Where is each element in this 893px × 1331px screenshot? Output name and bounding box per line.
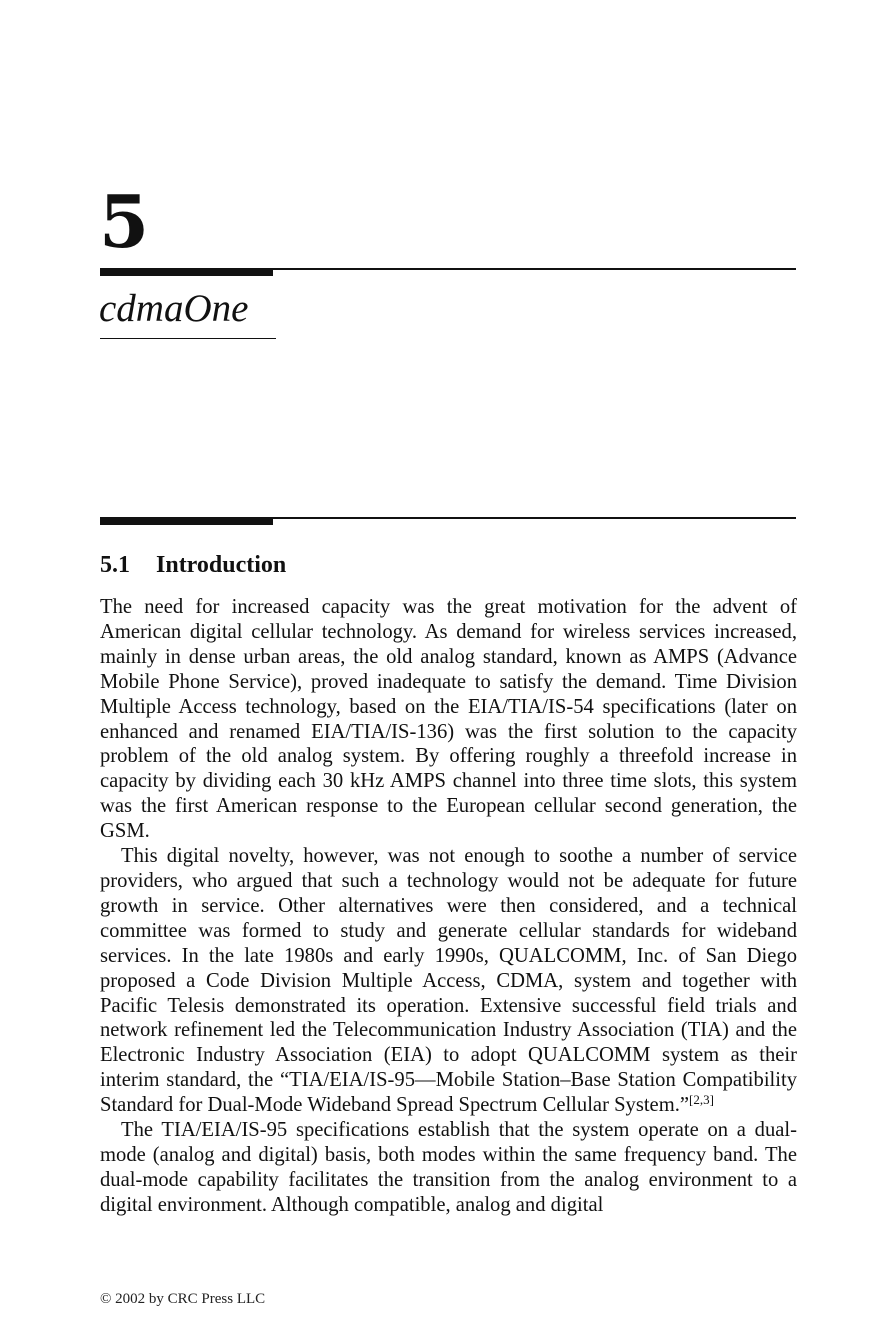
- chapter-title: cdmaOne: [99, 287, 249, 330]
- section-heading: [100, 549, 286, 581]
- paragraph-3: The TIA/EIA/IS-95 specifications establish that the system operate on a dual-mode (analog and digital) basis, both modes within the same frequency band. The dual-mode capability facilitates the transition from the analog environment to a digital environment. Although compatible, analog and digital: [100, 1119, 797, 1216]
- citation: [2,3]: [689, 1092, 714, 1108]
- paragraph-1: The need for increased capacity was the great motivation for the advent of American digital cellular technology. As demand for wireless services increased, mainly in dense urban areas, the old analog standard, known as AMPS (Advance Mobile Phone Service), proved inadequate to satisfy the demand. Time Division Multiple Access technology, based on the EIA/TIA/IS-54 specifications (later on enhanced and renamed EIA/TIA/IS-136) was the first solution to the capacity problem of the old analog system. By offering roughly a threefold increase in capacity by dividing each 30 kHz AMPS channel into three time slots, this system was the first American response to the European cellular second generation, the GSM.: [100, 596, 797, 843]
- chapter-rule-thick-top: [100, 268, 273, 276]
- section-title: Introduction: [156, 552, 287, 578]
- chapter-title-underline: [100, 338, 276, 339]
- section-rule-thick: [100, 517, 273, 525]
- body-text: [100, 595, 797, 1218]
- paragraph-2-text: This digital novelty, however, was not enough to soothe a number of service providers, who argued that such a technology would not be adequate for future growth in service. Other alternatives were then considered, and a technical committee was formed to study and generate cellular standards for wideband services. In the late 1980s and early 1990s, QUALCOMM, Inc. of San Diego proposed a Code Division Multiple Access, CDMA, system and together with Pacific Telesis demonstrated its operation. Extensive successful field trials and network refinement led the Telecommunication Industry Association (TIA) and the Electronic Industry Association (EIA) to adopt QUALCOMM system as their interim standard, the “TIA/EIA/IS-95—Mobile Station–Base Station Compatibility Standard for Dual-Mode Wideband Spread Spectrum Cellular System.”: [100, 845, 797, 1117]
- section-number: 5.1: [100, 552, 130, 578]
- copyright-footer: © 2002 by CRC Press LLC: [100, 1291, 266, 1307]
- paragraph-2: [100, 844, 797, 1118]
- section-rule-thin: [273, 517, 796, 519]
- chapter-number: 5: [99, 179, 150, 264]
- chapter-rule-thin-top: [273, 268, 796, 270]
